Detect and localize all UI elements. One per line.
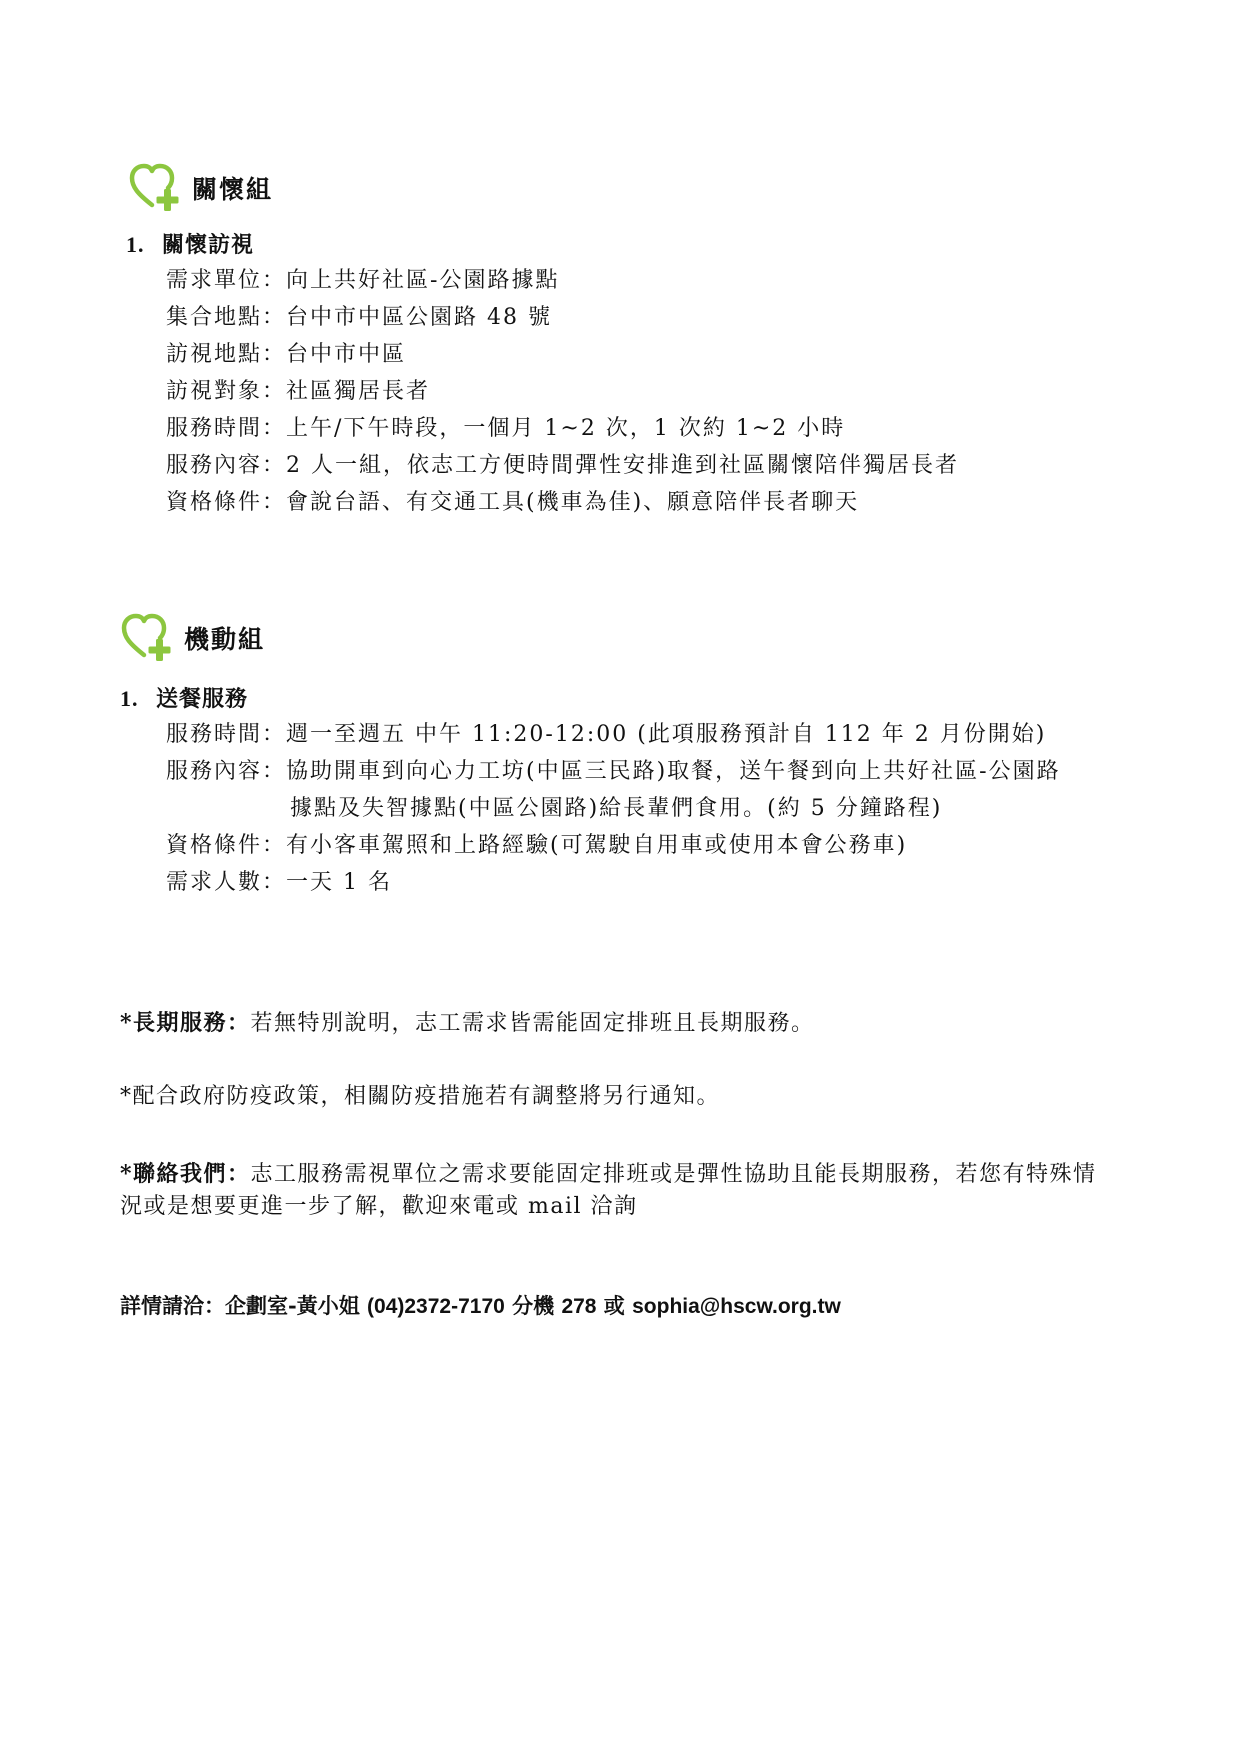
item-title-text: 送餐服務 (156, 686, 249, 712)
detail-row (166, 262, 559, 299)
section-heading-text: 機動組 (184, 625, 266, 654)
contact-ext-label: 分機 (512, 1293, 555, 1318)
detail-value: 台中市中區 (286, 342, 407, 367)
section-heading-text: 關懷組 (192, 175, 274, 204)
detail-row (166, 336, 406, 373)
detail-value: 協助開車到向心力工坊(中區三民路)取餐，送午餐到向上共好社區-公園路 (286, 759, 1061, 784)
note-long-term (120, 1008, 1120, 1039)
detail-value: 上午/下午時段，一個月 1~2 次，1 次約 1~2 小時 (286, 416, 846, 441)
contact-line (120, 1290, 841, 1320)
item-title-care-visit (126, 228, 254, 259)
detail-row (166, 447, 959, 484)
detail-label: 資格條件： (166, 490, 287, 515)
note-contact-us-text: 志工服務需視單位之需求要能固定排班或是彈性協助且能長期服務，若您有特殊情況或是想要更進一步了解，歡迎來電或 mail 洽詢 (120, 1162, 1097, 1219)
heart-plus-icon (120, 611, 174, 665)
contact-prefix: 詳情請洽：企劃室-黃小姐 (120, 1293, 360, 1318)
heart-plus-icon (128, 161, 182, 215)
detail-row (166, 864, 392, 901)
contact-ext: 278 (561, 1295, 597, 1318)
detail-value: 2 人一組，依志工方便時間彈性安排進到社區關懷陪伴獨居長者 (286, 453, 960, 478)
detail-label: 服務內容： (166, 759, 287, 784)
item-title-meal-delivery (120, 682, 248, 713)
detail-label: 需求單位： (166, 268, 287, 293)
note-epidemic (120, 1082, 1120, 1112)
detail-value: 向上共好社區-公園路據點 (286, 268, 560, 293)
detail-value: 週一至週五 中午 11:20-12:00 (此項服務預計自 112 年 2 月份開始) (286, 722, 1047, 747)
detail-row (166, 716, 1046, 753)
detail-row (166, 299, 552, 336)
detail-value: 一天 1 名 (286, 870, 392, 895)
detail-label: 資格條件： (166, 833, 287, 858)
detail-label: 訪視地點： (166, 342, 287, 367)
detail-label: 服務時間： (166, 416, 287, 441)
item-title-text: 關懷訪視 (162, 232, 255, 258)
note-epidemic-text: *配合政府防疫政策，相關防疫措施若有調整將另行通知。 (120, 1084, 721, 1109)
detail-row (166, 373, 430, 410)
detail-row (166, 827, 907, 864)
detail-value: 會說台語、有交通工具(機車為佳)、願意陪伴長者聊天 (286, 490, 860, 515)
contact-or: 或 (603, 1293, 625, 1318)
detail-label: 服務時間： (166, 722, 287, 747)
detail-row (166, 753, 1061, 790)
detail-value: 社區獨居長者 (286, 379, 431, 404)
detail-value: 台中市中區公園路 48 號 (286, 305, 552, 330)
note-contact-us (120, 1158, 1120, 1223)
detail-row (166, 484, 859, 521)
detail-label: 集合地點： (166, 305, 287, 330)
detail-value-continuation: 據點及失智據點(中區公園路)給長輩們食用。(約 5 分鐘路程) (290, 796, 943, 821)
item-number: 1. (126, 232, 145, 257)
detail-value: 有小客車駕照和上路經驗(可駕駛自用車或使用本會公務車) (286, 833, 908, 858)
item-number: 1. (120, 686, 139, 711)
detail-row (166, 410, 845, 447)
note-long-term-text: 若無特別說明，志工需求皆需能固定排班且長期服務。 (250, 1011, 815, 1036)
section-heading-mobile (120, 608, 265, 668)
detail-label: 需求人數： (166, 870, 287, 895)
detail-label: 服務內容： (166, 453, 287, 478)
contact-phone: (04)2372-7170 (367, 1295, 505, 1318)
contact-email-link[interactable]: sophia@hscw.org.tw (632, 1295, 841, 1318)
detail-label: 訪視對象： (166, 379, 287, 404)
note-long-term-label: *長期服務： (120, 1010, 251, 1036)
note-contact-us-label: *聯絡我們： (120, 1161, 251, 1187)
section-heading-care (128, 158, 273, 218)
